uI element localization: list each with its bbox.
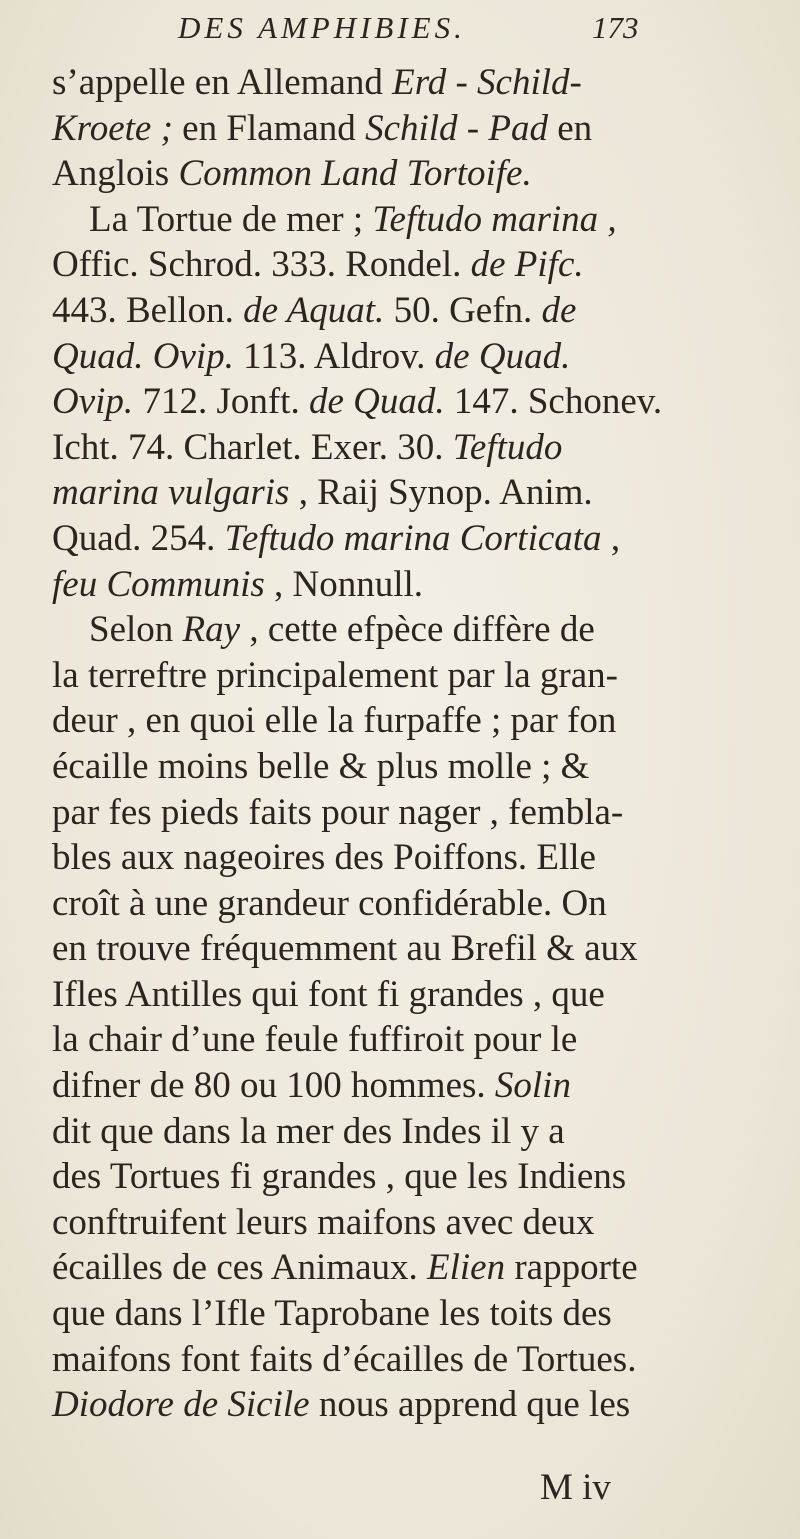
text-line (52, 881, 787, 927)
text-run: s’appelle en Allemand (52, 62, 393, 103)
signature-mark: M iv (540, 1467, 611, 1508)
text-run: que dans l’Ifle Taprobane les toits des (52, 1293, 612, 1335)
italic-text: de Quad. (434, 335, 571, 377)
text-line (52, 698, 787, 744)
text-run: Icht. 74. Charlet. Exer. 30. (52, 426, 453, 468)
running-title: DES AMPHIBIES. (178, 10, 466, 45)
text-run: dit que dans la mer des Indes il y a (52, 1110, 565, 1152)
text-run: Quad. 254. (52, 517, 225, 559)
italic-text: marina vulgaris (52, 472, 290, 514)
body-text (52, 60, 787, 1428)
italic-text: Diodore de Sicile (52, 1384, 310, 1426)
text-run: conftruifent leurs maifons avec deux (52, 1201, 595, 1243)
text-run: rapporte (505, 1247, 638, 1289)
text-line (52, 379, 787, 425)
text-line (52, 653, 787, 699)
text-run: bles aux nageoires des Poiffons. Elle (52, 837, 596, 879)
text-run: Offic. Schrod. 333. Rondel. (52, 244, 471, 286)
text-run: Ifles Antilles qui font fi grandes , que (52, 973, 605, 1015)
text-line (52, 106, 787, 152)
text-line (52, 1063, 787, 1109)
italic-text: Common Land Tortoife. (178, 153, 532, 195)
text-run: nous apprend que les (309, 1384, 631, 1426)
text-line (52, 744, 787, 790)
text-line (52, 1017, 787, 1063)
text-run: Selon (52, 609, 183, 651)
text-run: deur , en quoi elle la furpaffe ; par fon (52, 700, 617, 742)
text-run: 443. Bellon. (52, 289, 244, 331)
italic-text: Teftudo (452, 426, 563, 468)
text-line (52, 1109, 787, 1155)
italic-text: Ovip. (52, 381, 134, 423)
text-run: des Tortues fi grandes , que les Indiens (52, 1156, 627, 1198)
italic-text: Teftudo marina , (372, 198, 617, 240)
text-line (52, 607, 787, 653)
text-line (52, 151, 787, 197)
text-line (52, 972, 787, 1018)
text-run: maifons font faits d’écailles de Tortues. (52, 1338, 637, 1380)
text-run: 147. Schonev. (444, 381, 663, 423)
text-line (52, 1245, 787, 1291)
text-line (52, 197, 787, 243)
text-line (52, 516, 787, 562)
text-line (52, 835, 787, 881)
italic-text: de (541, 289, 577, 331)
text-line (52, 926, 787, 972)
text-run: 712. Jonft. (133, 381, 309, 423)
italic-text: feu Communis (52, 563, 265, 605)
text-line (52, 1200, 787, 1246)
text-run: Anglois (52, 153, 179, 195)
italic-text: de Quad. (308, 381, 445, 423)
italic-text: Schild - Pad (365, 107, 548, 149)
italic-text: Erd - Schild- (392, 62, 582, 103)
page-number: 173 (592, 10, 639, 45)
text-line (52, 1382, 787, 1428)
text-run: en trouve fréquemment au Brefil & aux (52, 928, 638, 970)
text-run: écaille moins belle & plus molle ; & (52, 745, 590, 787)
italic-text: Solin (494, 1065, 571, 1107)
text-run: la terreftre principalement par la gran- (52, 654, 618, 696)
italic-text: Ray (182, 609, 241, 651)
text-run: , cette efpèce diffère de (240, 609, 595, 651)
text-line (52, 1337, 787, 1383)
italic-text: de Pifc. (470, 244, 584, 286)
text-line (52, 562, 787, 608)
text-run: La Tortue de mer ; (52, 198, 373, 240)
text-line (52, 425, 787, 471)
text-line (52, 288, 787, 334)
text-line (52, 1291, 787, 1337)
italic-text: de Aquat. (243, 289, 385, 331)
text-run: , Raij Synop. Anim. (289, 472, 593, 514)
text-run: écailles de ces Animaux. (52, 1247, 428, 1289)
text-line (52, 470, 787, 516)
text-run: , Nonnull. (264, 563, 424, 605)
text-line (52, 790, 787, 836)
text-line (52, 334, 787, 380)
text-run: en (547, 107, 593, 149)
italic-text: Elien (427, 1247, 506, 1289)
text-run: difner de 80 ou 100 hommes. (52, 1065, 495, 1107)
italic-text: Teftudo marina Corticata (224, 517, 602, 559)
text-line (52, 242, 787, 288)
text-run: en Flamand (172, 107, 366, 149)
text-line (52, 1154, 787, 1200)
text-run: la chair d’une feule fuffiroit pour le (52, 1019, 578, 1061)
text-run: par fes pieds faits pour nager , fembla- (52, 791, 624, 833)
running-head (0, 10, 800, 60)
italic-text: Quad. Ovip. (52, 335, 234, 377)
text-line (52, 60, 787, 106)
text-run: 113. Aldrov. (233, 335, 435, 377)
text-run: , (601, 517, 621, 559)
text-run: croît à une grandeur confidérable. On (52, 882, 607, 924)
text-run: 50. Gefn. (384, 289, 542, 331)
italic-text: Kroete ; (52, 107, 173, 149)
